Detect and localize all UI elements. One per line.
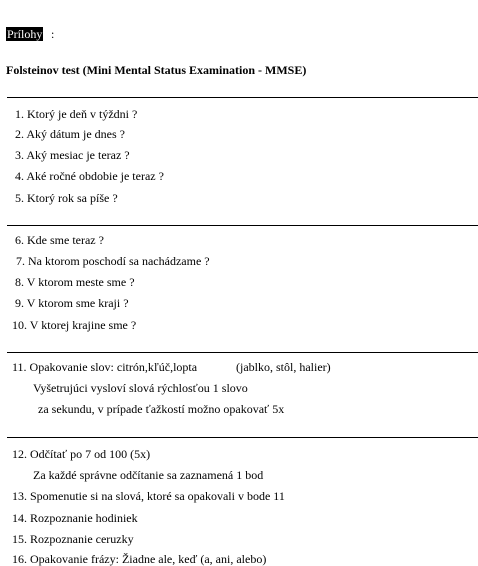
question-5: 5. Ktorý rok sa píše ? [15, 191, 118, 205]
question-16: 16. Opakovanie frázy: Žiadne ale, keď (a, ani, alebo) [12, 552, 267, 566]
question-3: 3. Aký mesiac je teraz ? [15, 148, 130, 162]
section-divider-3 [7, 352, 478, 353]
section-divider-1 [7, 97, 478, 98]
question-12: 12. Odčítať po 7 od 100 (5x) [12, 447, 151, 461]
attachments-colon: : [51, 27, 55, 41]
question-11-instruction-2: za sekundu, v prípade ťažkostí možno opakovať 5x [38, 402, 285, 416]
question-12-note: Za každé správne odčítanie sa zaznamená 1 bod [33, 468, 264, 482]
question-9: 9. V ktorom sme kraji ? [15, 296, 129, 310]
question-11-instruction-1: Vyšetrujúci vysloví slová rýchlosťou 1 slovo [33, 381, 248, 395]
question-14: 14. Rozpoznanie hodiniek [12, 511, 138, 525]
question-11: 11. Opakovanie slov: citrón,kľúč,lopta [12, 360, 198, 374]
question-1: 1. Ktorý je deň v týždni ? [15, 107, 138, 121]
question-7: 7. Na ktorom poschodí sa nachádzame ? [16, 254, 210, 268]
question-13: 13. Spomenutie si na slová, ktoré sa opakovali v bode 11 [12, 489, 285, 503]
question-8: 8. V ktorom meste sme ? [15, 275, 135, 289]
question-15: 15. Rozpoznanie ceruzky [12, 532, 134, 546]
section-divider-2 [7, 225, 478, 226]
test-title: Folsteinov test (Mini Mental Status Examination - MMSE) [6, 63, 307, 77]
section-divider-4 [7, 437, 478, 438]
question-4: 4. Aké ročné obdobie je teraz ? [15, 169, 164, 183]
question-6: 6. Kde sme teraz ? [15, 233, 104, 247]
question-11-alt-words: (jablko, stôl, halier) [236, 360, 331, 374]
attachments-heading: Prílohy [7, 27, 43, 41]
question-2: 2. Aký dátum je dnes ? [15, 127, 125, 141]
question-10: 10. V ktorej krajine sme ? [12, 318, 137, 332]
